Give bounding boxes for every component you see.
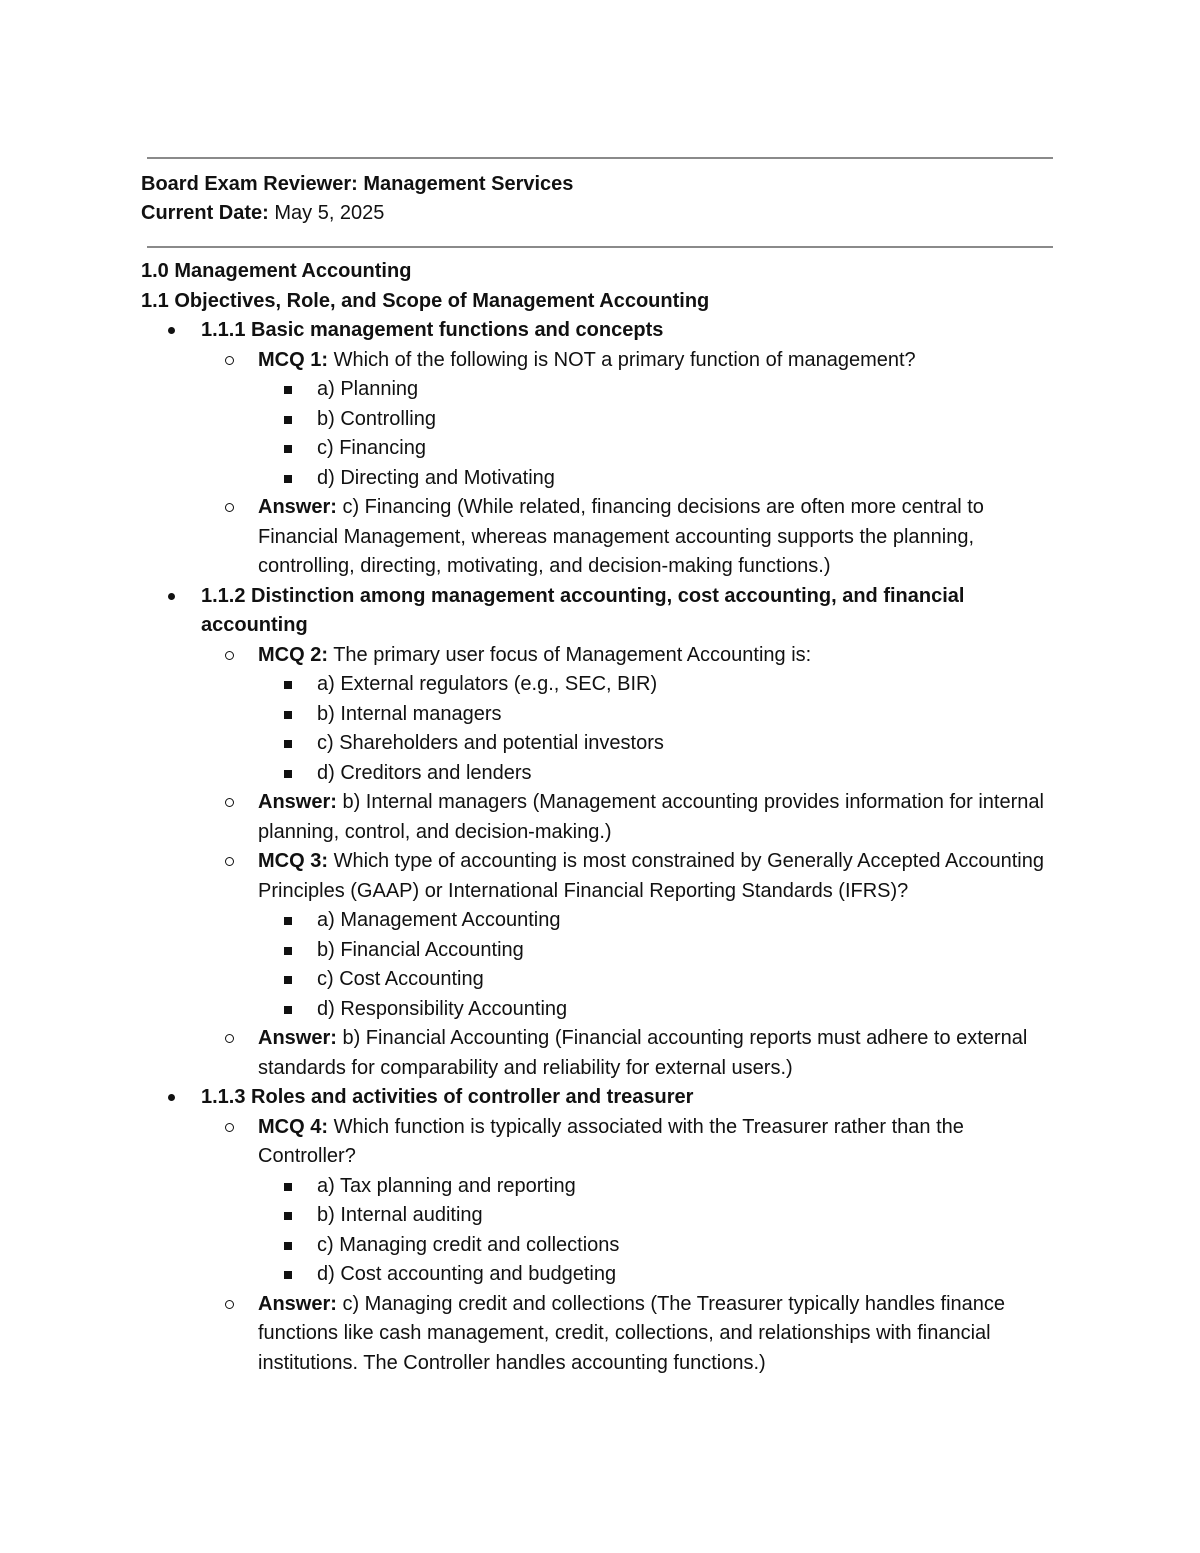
circle-bullet-icon: [225, 1034, 234, 1043]
option-text: c) Shareholders and potential investors: [317, 732, 664, 754]
topic-title: 1.1.3 Roles and activities of controller and treasurer: [201, 1086, 694, 1108]
answer-label: Answer:: [258, 1292, 337, 1315]
topic-list: [141, 316, 1056, 1378]
current-date-line: [141, 199, 1056, 228]
answer-text: c) Managing credit and collections (The Treasurer typically handles finance functions like cash management, credit, collections, and relationships with financial institutions. The Controller handles accounting functions.): [258, 1292, 1006, 1374]
current-date-label: Current Date:: [141, 202, 269, 224]
header-divider: [147, 246, 1053, 248]
topic-title: 1.1.2 Distinction among management accounting, cost accounting, and financial accounting: [201, 584, 965, 636]
question-list: [201, 346, 1056, 582]
option-item: [258, 1231, 1056, 1261]
option-list: [258, 906, 1056, 1024]
option-item: [258, 1260, 1056, 1290]
option-list: [258, 670, 1056, 788]
square-bullet-icon: [284, 711, 292, 719]
option-text: d) Creditors and lenders: [317, 761, 532, 784]
answer-label: Answer:: [258, 1027, 337, 1049]
option-text: b) Controlling: [317, 407, 436, 430]
topic-item: [141, 316, 1056, 582]
circle-bullet-icon: [225, 503, 234, 512]
square-bullet-icon: [284, 976, 292, 984]
question-label: MCQ 1:: [258, 348, 328, 371]
option-text: a) Tax planning and reporting: [317, 1174, 576, 1197]
square-bullet-icon: [284, 416, 292, 424]
option-text: a) Management Accounting: [317, 909, 561, 931]
square-bullet-icon: [284, 917, 292, 925]
question-item: [201, 847, 1056, 1024]
option-text: c) Cost Accounting: [317, 968, 484, 990]
answer-label: Answer:: [258, 496, 337, 518]
option-item: [258, 729, 1056, 759]
document-header: [141, 170, 1056, 228]
sub-heading: 1.1 Objectives, Role, and Scope of Management Accounting: [141, 289, 710, 312]
question-label: MCQ 2:: [258, 643, 328, 666]
answer-label: Answer:: [258, 791, 337, 813]
option-text: d) Responsibility Accounting: [317, 997, 568, 1020]
circle-bullet-icon: [225, 1300, 234, 1309]
option-text: b) Financial Accounting: [317, 938, 524, 961]
circle-bullet-icon: [225, 651, 234, 660]
question-label: MCQ 4:: [258, 1115, 328, 1138]
square-bullet-icon: [284, 770, 292, 778]
option-text: b) Internal auditing: [317, 1204, 483, 1226]
current-date-value: May 5, 2025: [274, 202, 385, 224]
question-item: [201, 346, 1056, 494]
square-bullet-icon: [284, 445, 292, 453]
answer-text: b) Internal managers (Management accounting provides information for internal planning, control, and decision-making.): [258, 791, 1044, 843]
topic-item: [141, 1083, 1056, 1378]
square-bullet-icon: [284, 681, 292, 689]
circle-bullet-icon: [225, 1123, 234, 1132]
circle-bullet-icon: [225, 798, 234, 807]
option-item: [258, 464, 1056, 494]
option-item: [258, 759, 1056, 789]
square-bullet-icon: [284, 475, 292, 483]
document-body: [141, 257, 1056, 1378]
option-item: [258, 405, 1056, 435]
circle-bullet-icon: [225, 356, 234, 365]
answer-item: [201, 1290, 1056, 1379]
answer-item: [201, 1024, 1056, 1083]
option-item: [258, 700, 1056, 730]
option-item: [258, 936, 1056, 966]
option-item: [258, 1172, 1056, 1202]
square-bullet-icon: [284, 1006, 292, 1014]
bullet-icon: [168, 327, 175, 334]
option-text: a) Planning: [317, 378, 419, 400]
option-item: [258, 434, 1056, 464]
top-divider: [147, 157, 1053, 159]
question-text: Which of the following is NOT a primary function of management?: [333, 348, 916, 371]
answer-item: [201, 493, 1056, 582]
question-text: Which type of accounting is most constrained by Generally Accepted Accounting Principles (GAAP) or International Financial Reporting Standards (IFRS)?: [258, 850, 1044, 902]
option-item: [258, 965, 1056, 995]
circle-bullet-icon: [225, 857, 234, 866]
square-bullet-icon: [284, 947, 292, 955]
square-bullet-icon: [284, 1242, 292, 1250]
option-item: [258, 995, 1056, 1025]
question-label: MCQ 3:: [258, 850, 328, 872]
option-text: a) External regulators (e.g., SEC, BIR): [317, 673, 658, 695]
question-text: Which function is typically associated with the Treasurer rather than the Controller?: [258, 1115, 964, 1167]
option-item: [258, 906, 1056, 936]
bullet-icon: [168, 1094, 175, 1101]
question-list: [201, 641, 1056, 1084]
square-bullet-icon: [284, 1183, 292, 1191]
option-item: [258, 375, 1056, 405]
question-item: [201, 641, 1056, 789]
option-text: c) Financing: [317, 437, 426, 459]
square-bullet-icon: [284, 740, 292, 748]
topic-title: 1.1.1 Basic management functions and concepts: [201, 319, 664, 341]
option-list: [258, 1172, 1056, 1290]
answer-item: [201, 788, 1056, 847]
option-text: c) Managing credit and collections: [317, 1233, 620, 1256]
option-text: d) Directing and Motivating: [317, 466, 555, 489]
option-list: [258, 375, 1056, 493]
document-title: Board Exam Reviewer: Management Services: [141, 173, 574, 195]
square-bullet-icon: [284, 1212, 292, 1220]
bullet-icon: [168, 593, 175, 600]
square-bullet-icon: [284, 1271, 292, 1279]
answer-text: c) Financing (While related, financing decisions are often more central to Financial Management, whereas management accounting supports the planning, controlling, directing, motivating, and decision-making functions.): [258, 496, 984, 577]
square-bullet-icon: [284, 386, 292, 394]
topic-item: [141, 582, 1056, 1084]
option-item: [258, 1201, 1056, 1231]
answer-text: b) Financial Accounting (Financial accounting reports must adhere to external standards for comparability and reliability for external users.): [258, 1027, 1028, 1079]
question-text: The primary user focus of Management Accounting is:: [333, 643, 812, 666]
option-item: [258, 670, 1056, 700]
main-heading: 1.0 Management Accounting: [141, 260, 412, 282]
option-text: d) Cost accounting and budgeting: [317, 1263, 617, 1285]
option-text: b) Internal managers: [317, 702, 502, 725]
question-item: [201, 1113, 1056, 1290]
question-list: [201, 1113, 1056, 1379]
